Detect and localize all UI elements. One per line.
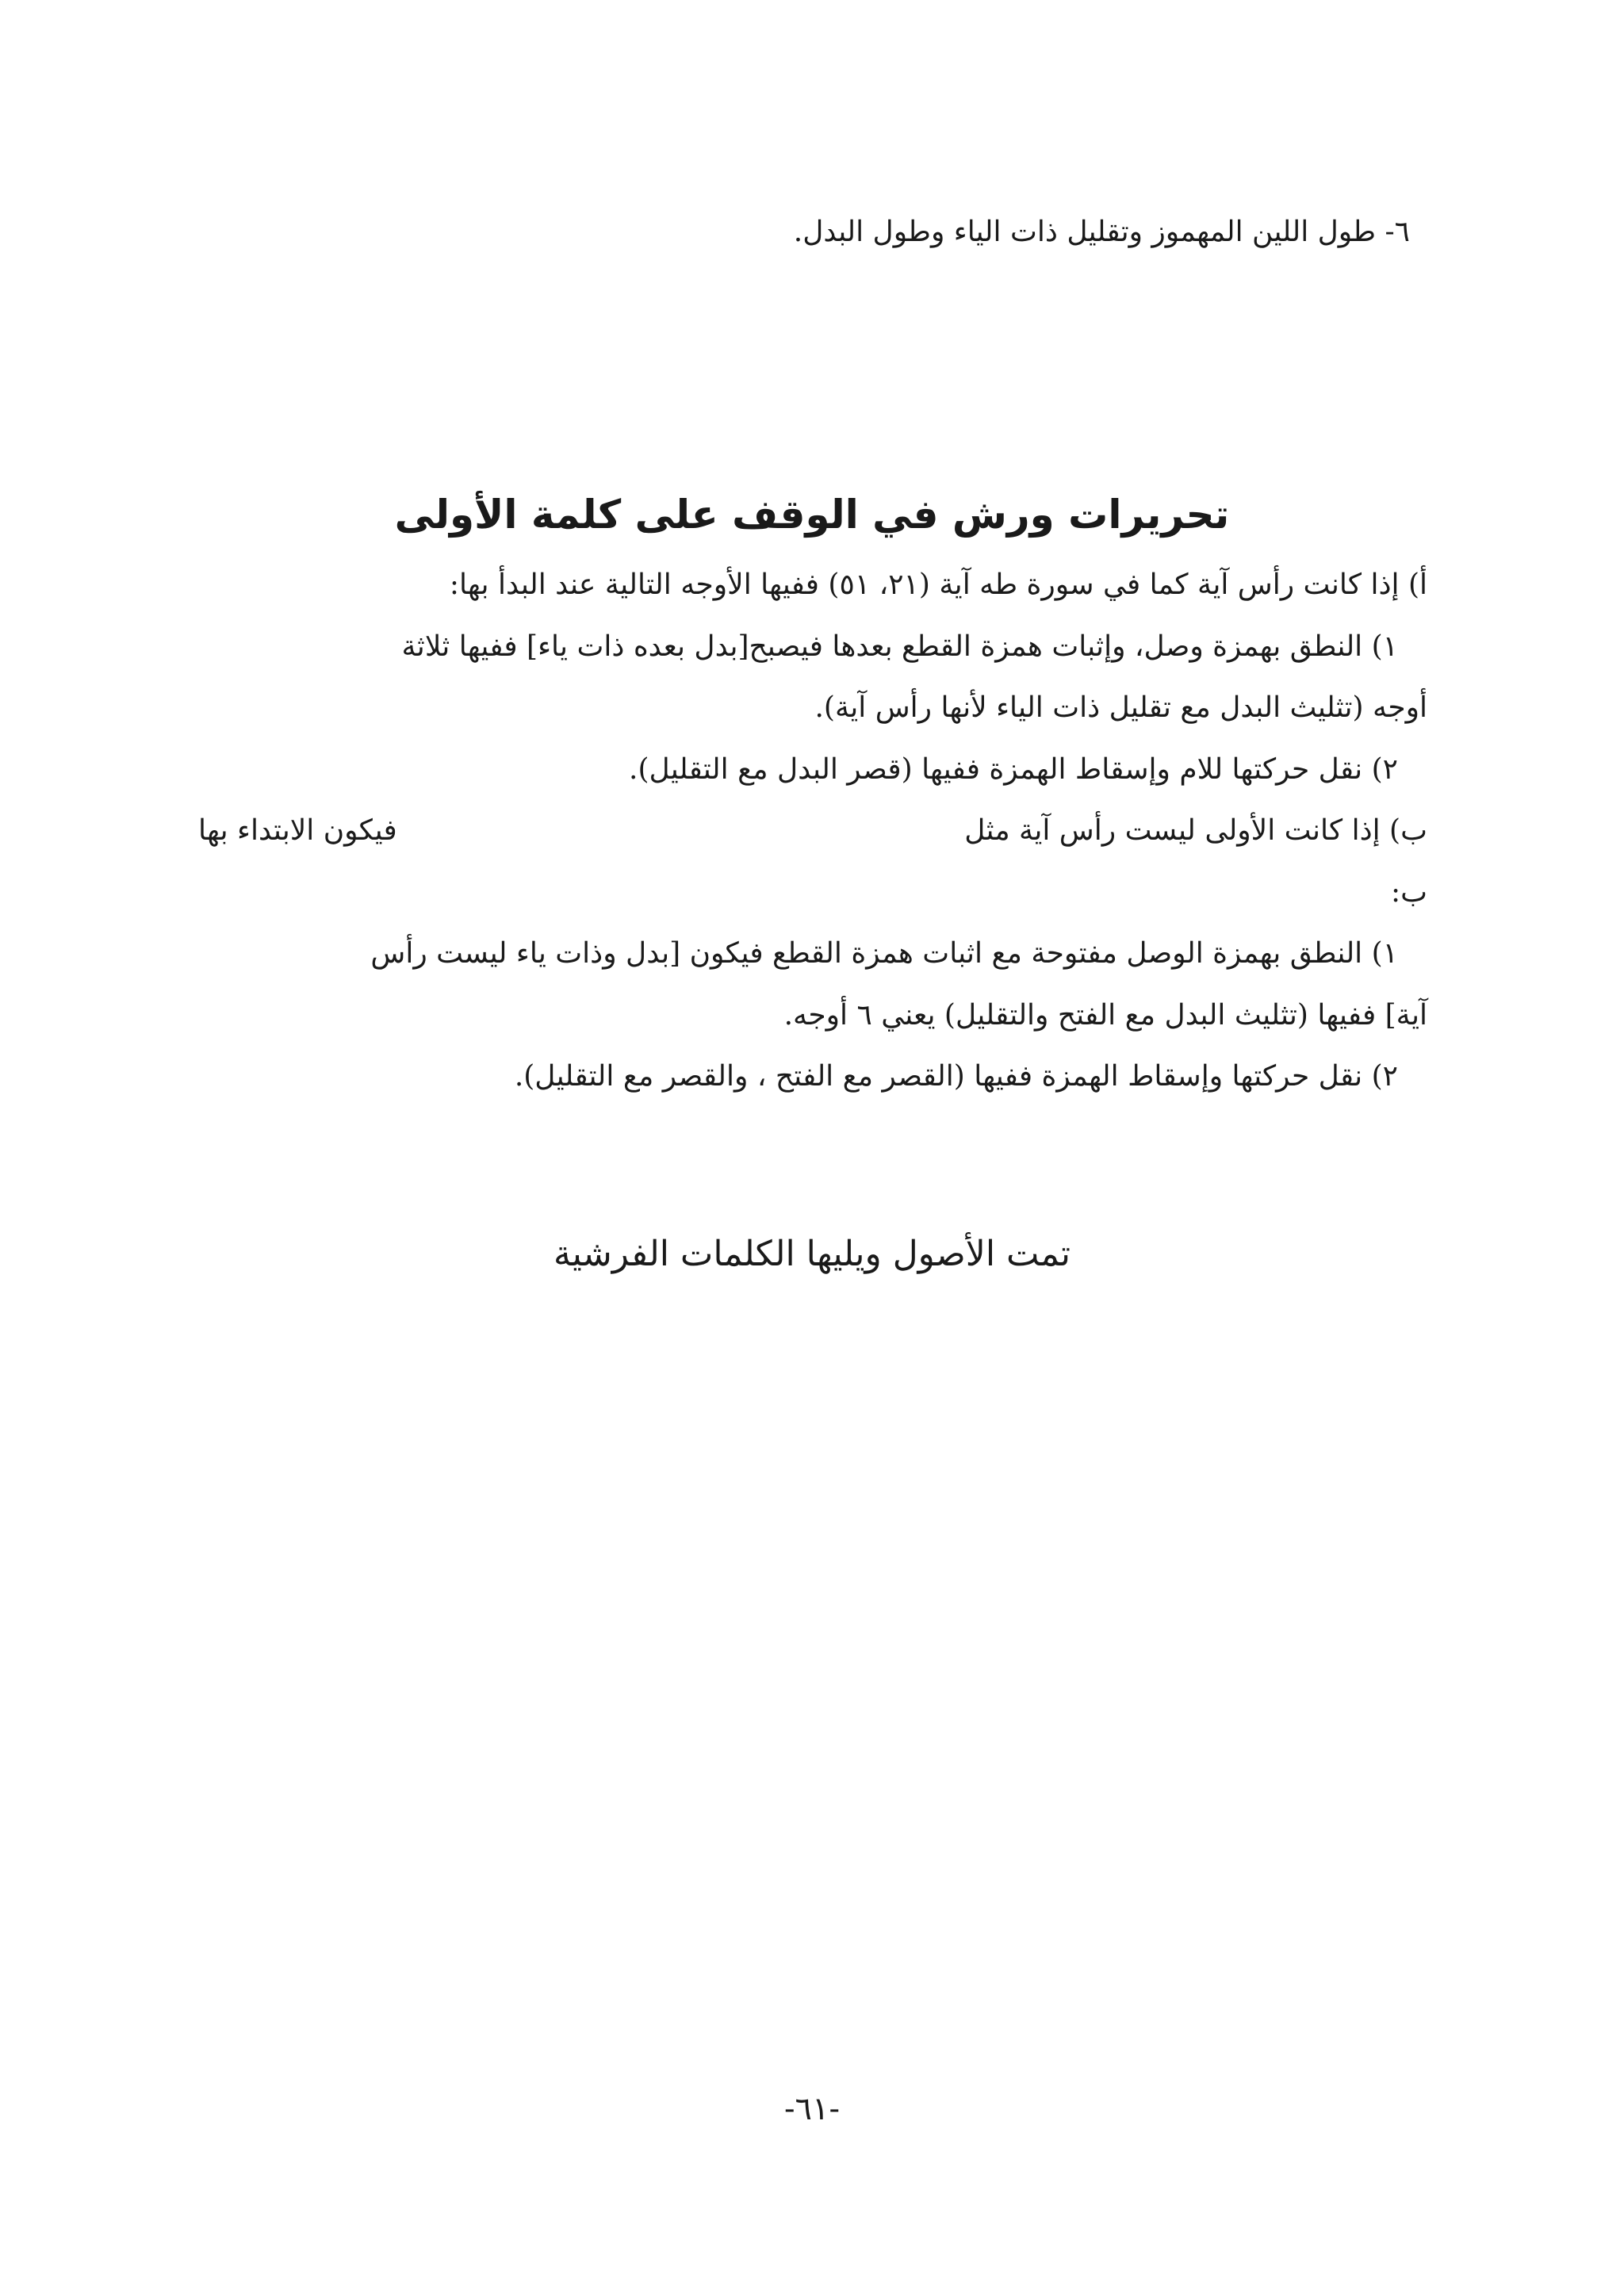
item-a1-line2: أوجه (تثليث البدل مع تقليل ذات الياء لأنها رأس آية).	[814, 691, 1427, 724]
item-b-continuation: فيكون الابتداء بها	[198, 814, 397, 847]
item-b1-line2: آية] ففيها (تثليث البدل مع الفتح والتقليل) يعني ٦ أوجه.	[783, 999, 1427, 1032]
section-heading: تحريرات ورش في الوقف على كلمة الأولى	[394, 492, 1230, 538]
item-a1-line1: ١) النطق بهمزة وصل، وإثبات همزة القطع بعدها فيصبح[بدل بعده ذات ياء] ففيها ثلاثة	[401, 630, 1398, 663]
item-b1-line1: ١) النطق بهمزة الوصل مفتوحة مع اثبات همزة القطع فيكون [بدل وذات ياء ليست رأس	[370, 937, 1398, 970]
item-b2-text: ٢) نقل حركتها وإسقاط الهمزة ففيها (القصر مع الفتح ، والقصر مع التقليل).	[514, 1060, 1398, 1093]
rule-six-text: ٦- طول اللين المهموز وتقليل ذات الياء وطول البدل.	[793, 216, 1410, 248]
item-b-label: ب:	[1390, 876, 1427, 909]
page-number: -٦١-	[784, 2091, 840, 2127]
item-a2-text: ٢) نقل حركتها للام وإسقاط الهمزة ففيها (قصر البدل مع التقليل).	[629, 753, 1398, 786]
closing-line: تمت الأصول ويليها الكلمات الفرشية	[553, 1234, 1071, 1274]
item-b-text: ب) إذا كانت الأولى ليست رأس آية مثل	[964, 814, 1427, 847]
item-a-text: أ) إذا كانت رأس آية كما في سورة طه آية (٢١، ٥١) ففيها الأوجه التالية عند البدأ بها:	[449, 568, 1427, 601]
